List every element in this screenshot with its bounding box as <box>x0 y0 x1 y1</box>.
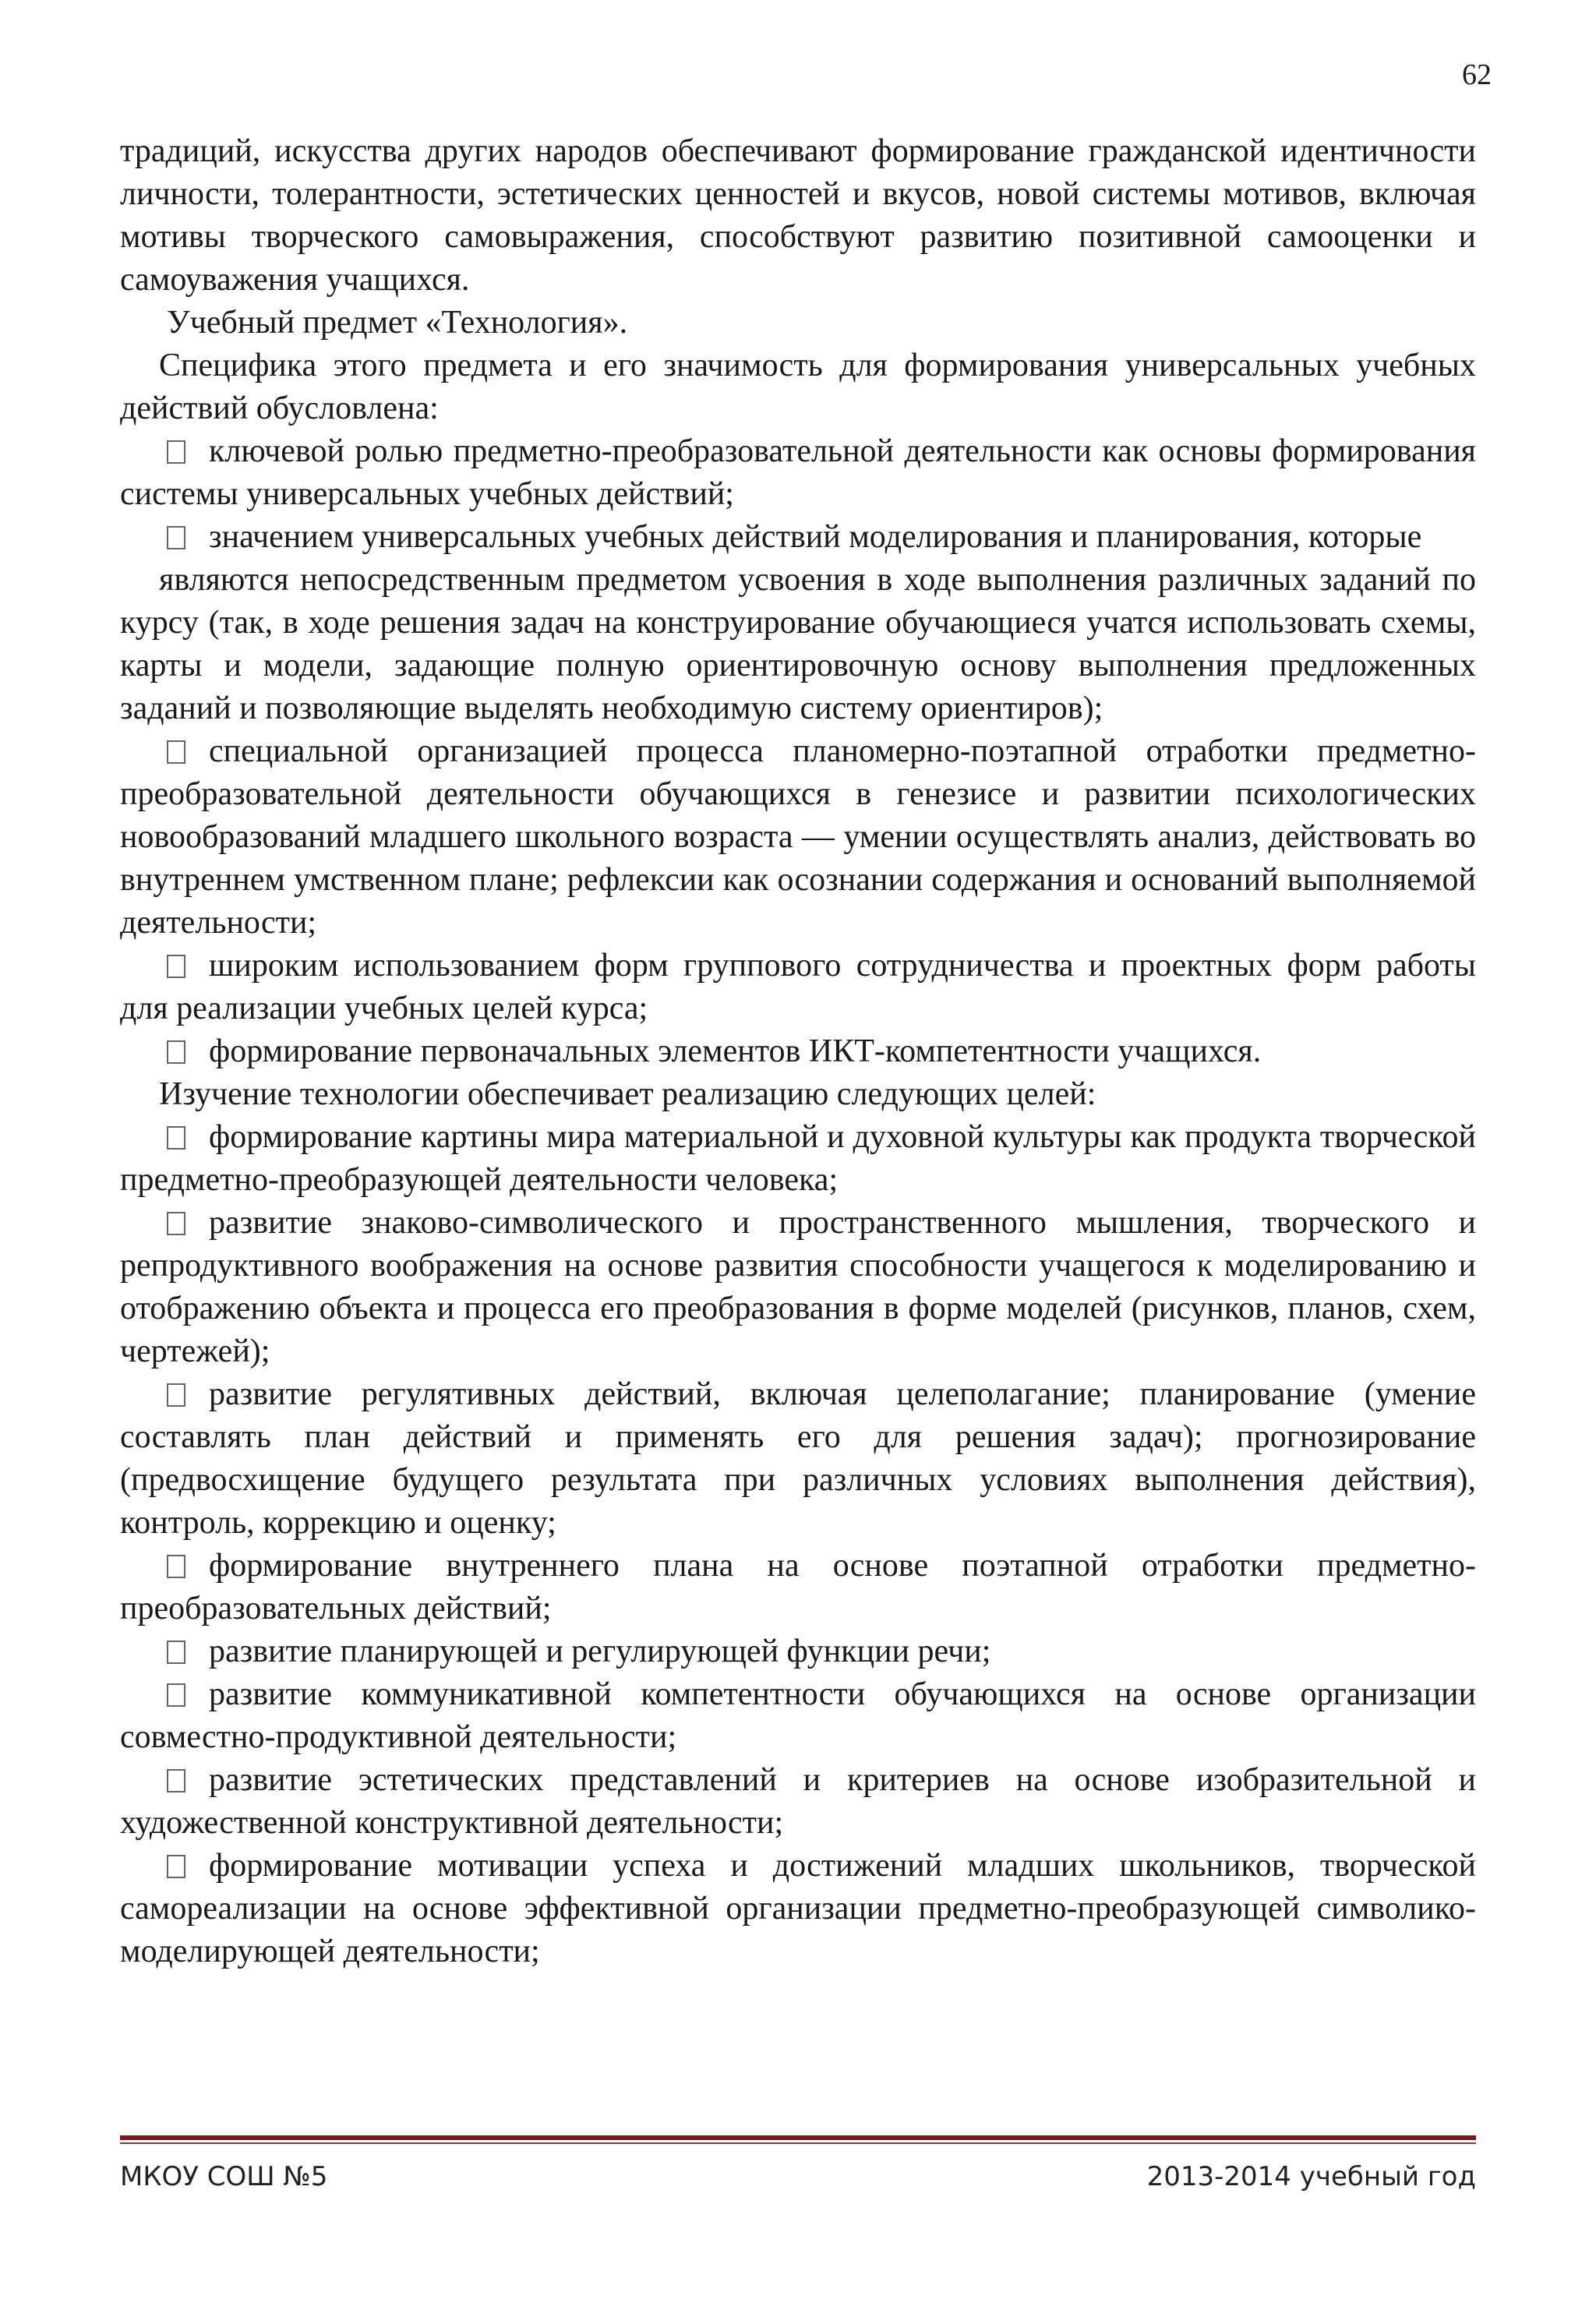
bullet-text: значением универсальных учебных действий моделирования и планирования, которые <box>209 519 1422 555</box>
bullet-text: развитие эстетических представлений и критериев на основе изобразительной и художественной конструктивной деятельности; <box>120 1762 1476 1841</box>
bullet-text: формирование мотивации успеха и достижений младших школьников, творческой самореализации на основе эффективной организации предметно-преобразующей символико-моделирующей деятельности; <box>120 1848 1476 1969</box>
bullet-text: формирование первоначальных элементов ИКТ-компетентности учащихся. <box>209 1033 1262 1069</box>
body-text <box>120 130 1476 1973</box>
paragraph: Специфика этого предмета и его значимость для формирования универсальных учебных действий обусловлена: <box>120 348 1476 426</box>
bullet-item <box>120 1759 1476 1845</box>
bullet-box-icon <box>167 1555 185 1578</box>
bullet-box-icon <box>167 1383 185 1407</box>
bullet-item <box>120 730 1476 945</box>
bullet-item <box>120 430 1476 516</box>
bullet-box-icon <box>167 740 185 764</box>
bullet-text: специальной организацией процесса планомерно-поэтапной отработки предметно-преобразовательной деятельности обучающихся в генезисе и развитии психологических новообразований младшего школьного возраста — умении осуществлять анализ, действовать во внутреннем умственном плане; рефлексии как осознании содержания и оснований выполняемой деятельности; <box>120 733 1476 941</box>
bullet-item <box>120 1116 1476 1202</box>
paragraph: традиций, искусства других народов обеспечивают формирование гражданской идентичности личности, толерантности, эстетических ценностей и вкусов, новой системы мотивов, включая мотивы творческого самовыражения, способствуют развитию позитивной самооценки и самоуважения учащихся. <box>120 133 1476 298</box>
subject-heading: Учебный предмет «Технология». <box>167 305 628 341</box>
bullet-item <box>120 1030 1476 1073</box>
bullet-text: ключевой ролью предметно-преобразовательной деятельности как основы формирования системы универсальных учебных действий; <box>120 433 1476 512</box>
footer-school-name: МКОУ СОШ №5 <box>120 2161 328 2192</box>
bullet-text: широким использованием форм группового сотрудничества и проектных форм работы для реализации учебных целей курса; <box>120 948 1476 1026</box>
bullet-box-icon <box>167 1683 185 1707</box>
bullet-box-icon <box>167 1855 185 1878</box>
bullet-text: развитие планирующей и регулирующей функции речи; <box>209 1634 991 1669</box>
bullet-item <box>120 1202 1476 1373</box>
bullet-box-icon <box>167 955 185 978</box>
paragraph: Изучение технологии обеспечивает реализацию следующих целей: <box>159 1076 1096 1112</box>
footer-divider <box>120 2135 1476 2144</box>
bullet-text: развитие знаково-символического и пространственного мышления, творческого и репродуктивного воображения на основе развития способности учащегося к моделированию и отображению объекта и процесса его преобразования в форме моделей (рисунков, планов, схем, чертежей); <box>120 1205 1476 1369</box>
bullet-box-icon <box>167 1641 185 1664</box>
bullet-item <box>120 1545 1476 1630</box>
bullet-text: развитие коммуникативной компетентности обучающихся на основе организации совместно-продуктивной деятельности; <box>120 1676 1476 1755</box>
bullet-box-icon <box>167 1769 185 1792</box>
bullet-item <box>120 1630 1476 1673</box>
bullet-item <box>120 945 1476 1030</box>
bullet-item <box>120 1845 1476 1973</box>
bullet-box-icon <box>167 440 185 464</box>
bullet-box-icon <box>167 526 185 549</box>
bullet-text: формирование внутреннего плана на основе поэтапной отработки предметно-преобразовательных действий; <box>120 1548 1476 1626</box>
bullet-item <box>120 516 1476 559</box>
bullet-text: формирование картины мира материальной и духовной культуры как продукта творческой предметно-преобразующей деятельности человека; <box>120 1119 1476 1198</box>
page-number: 62 <box>1462 58 1492 91</box>
bullet-text: развитие регулятивных действий, включая целеполагание; планирование (умение составлять план действий и применять его для решения задач); прогнозирование (предвосхищение будущего результата при различных условиях выполнения действия), контроль, коррекцию и оценку; <box>120 1376 1476 1541</box>
paragraph: являются непосредственным предметом усвоения в ходе выполнения различных заданий по курсу (так, в ходе решения задач на конструирование обучающиеся учатся использовать схемы, карты и модели, задающие полную ориентировочную основу выполнения предложенных заданий и позволяющие выделять необходимую систему ориентиров); <box>120 562 1476 726</box>
bullet-box-icon <box>167 1040 185 1064</box>
bullet-item <box>120 1373 1476 1545</box>
footer-school-year: 2013-2014 учебный год <box>1146 2161 1476 2192</box>
bullet-box-icon <box>167 1126 185 1150</box>
bullet-item <box>120 1673 1476 1759</box>
bullet-box-icon <box>167 1212 185 1235</box>
